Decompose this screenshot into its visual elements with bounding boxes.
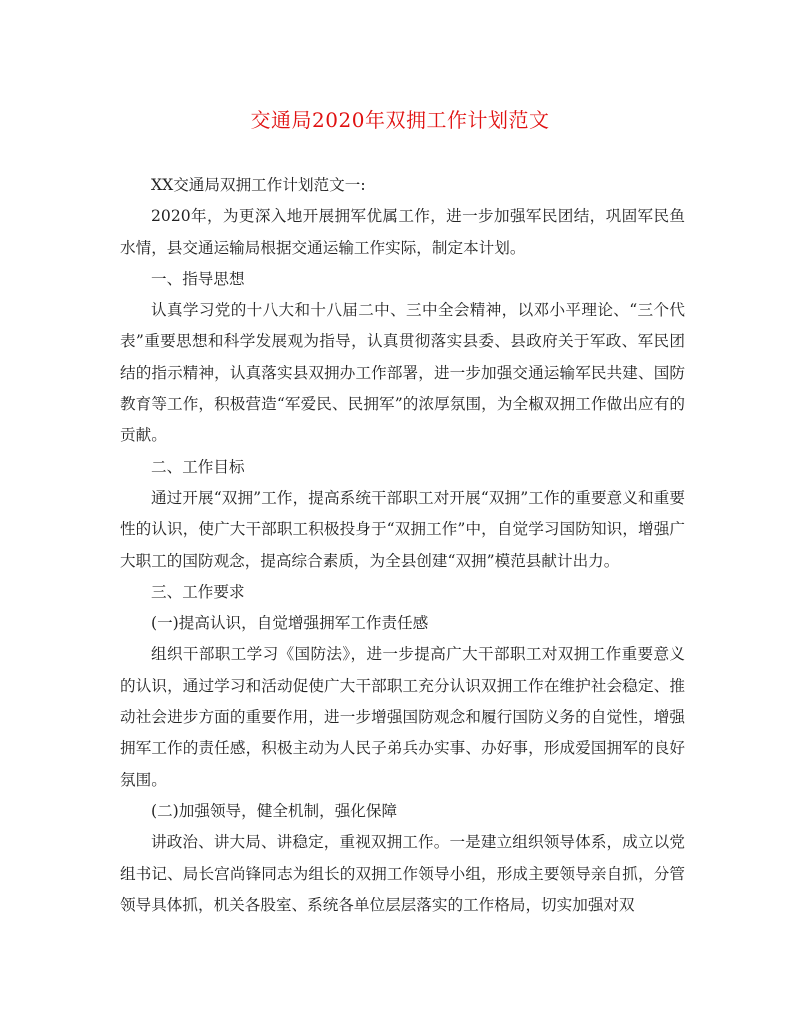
subsection-heading-2: (二)加强领导，健全机制，强化保障 xyxy=(151,801,398,820)
section-heading-work-requirements: 三、工作要求 xyxy=(151,582,245,601)
document-body xyxy=(120,170,685,921)
section-heading-work-goals: 二、工作目标 xyxy=(151,457,245,476)
paragraph-work-goals: 通过开展“双拥”工作，提高系统干部职工对开展“双拥”工作的重要意义和重要性的认识，使广大干部职工积极投身于“双拥工作”中，自觉学习国防知识，增强广大职工的国防观念，提高综合素质，为全县创建“双拥”模范县献计出力。 xyxy=(120,488,685,570)
subsection-heading-1: (一)提高认识，自觉增强拥军工作责任感 xyxy=(151,614,429,633)
document-title: 交通局2020年双拥工作计划范文 xyxy=(250,108,550,132)
paragraph-subsection-2: 讲政治、讲大局、讲稳定，重视双拥工作。一是建立组织领导体系，成立以党组书记、局长宫尚锋同志为组长的双拥工作领导小组，形成主要领导亲自抓，分管领导具体抓，机关各股室、系统各单位层层落实的工作格局，切实加强对双 xyxy=(120,833,685,914)
paragraph-intro: 2020年，为更深入地开展拥军优属工作，进一步加强军民团结，巩固军民鱼水情，县交通运输局根据交通运输工作实际，制定本计划。 xyxy=(120,207,685,257)
paragraph-intro-label: XX交通局双拥工作计划范文一: xyxy=(151,176,366,194)
paragraph-subsection-1: 组织干部职工学习《国防法》，进一步提高广大干部职工对双拥工作重要意义的认识，通过学习和活动促使广大干部职工充分认识双拥工作在维护社会稳定、推动社会进步方面的重要作用，进一步增强国防观念和履行国防义务的自觉性，增强拥军工作的责任感，积极主动为人民子弟兵办实事、办好事，形成爱国拥军的良好氛围。 xyxy=(120,645,685,789)
section-heading-guiding-ideology: 一、指导思想 xyxy=(151,269,245,288)
paragraph-guiding-ideology: 认真学习党的十八大和十八届二中、三中全会精神，以邓小平理论、“三个代表”重要思想和科学发展观为指导，认真贯彻落实县委、县政府关于军政、军民团结的指示精神，认真落实县双拥办工作部署，进一步加强交通运输军民共建、国防教育等工作，积极营造“军爱民、民拥军”的浓厚氛围，为全椒双拥工作做出应有的贡献。 xyxy=(120,301,685,445)
